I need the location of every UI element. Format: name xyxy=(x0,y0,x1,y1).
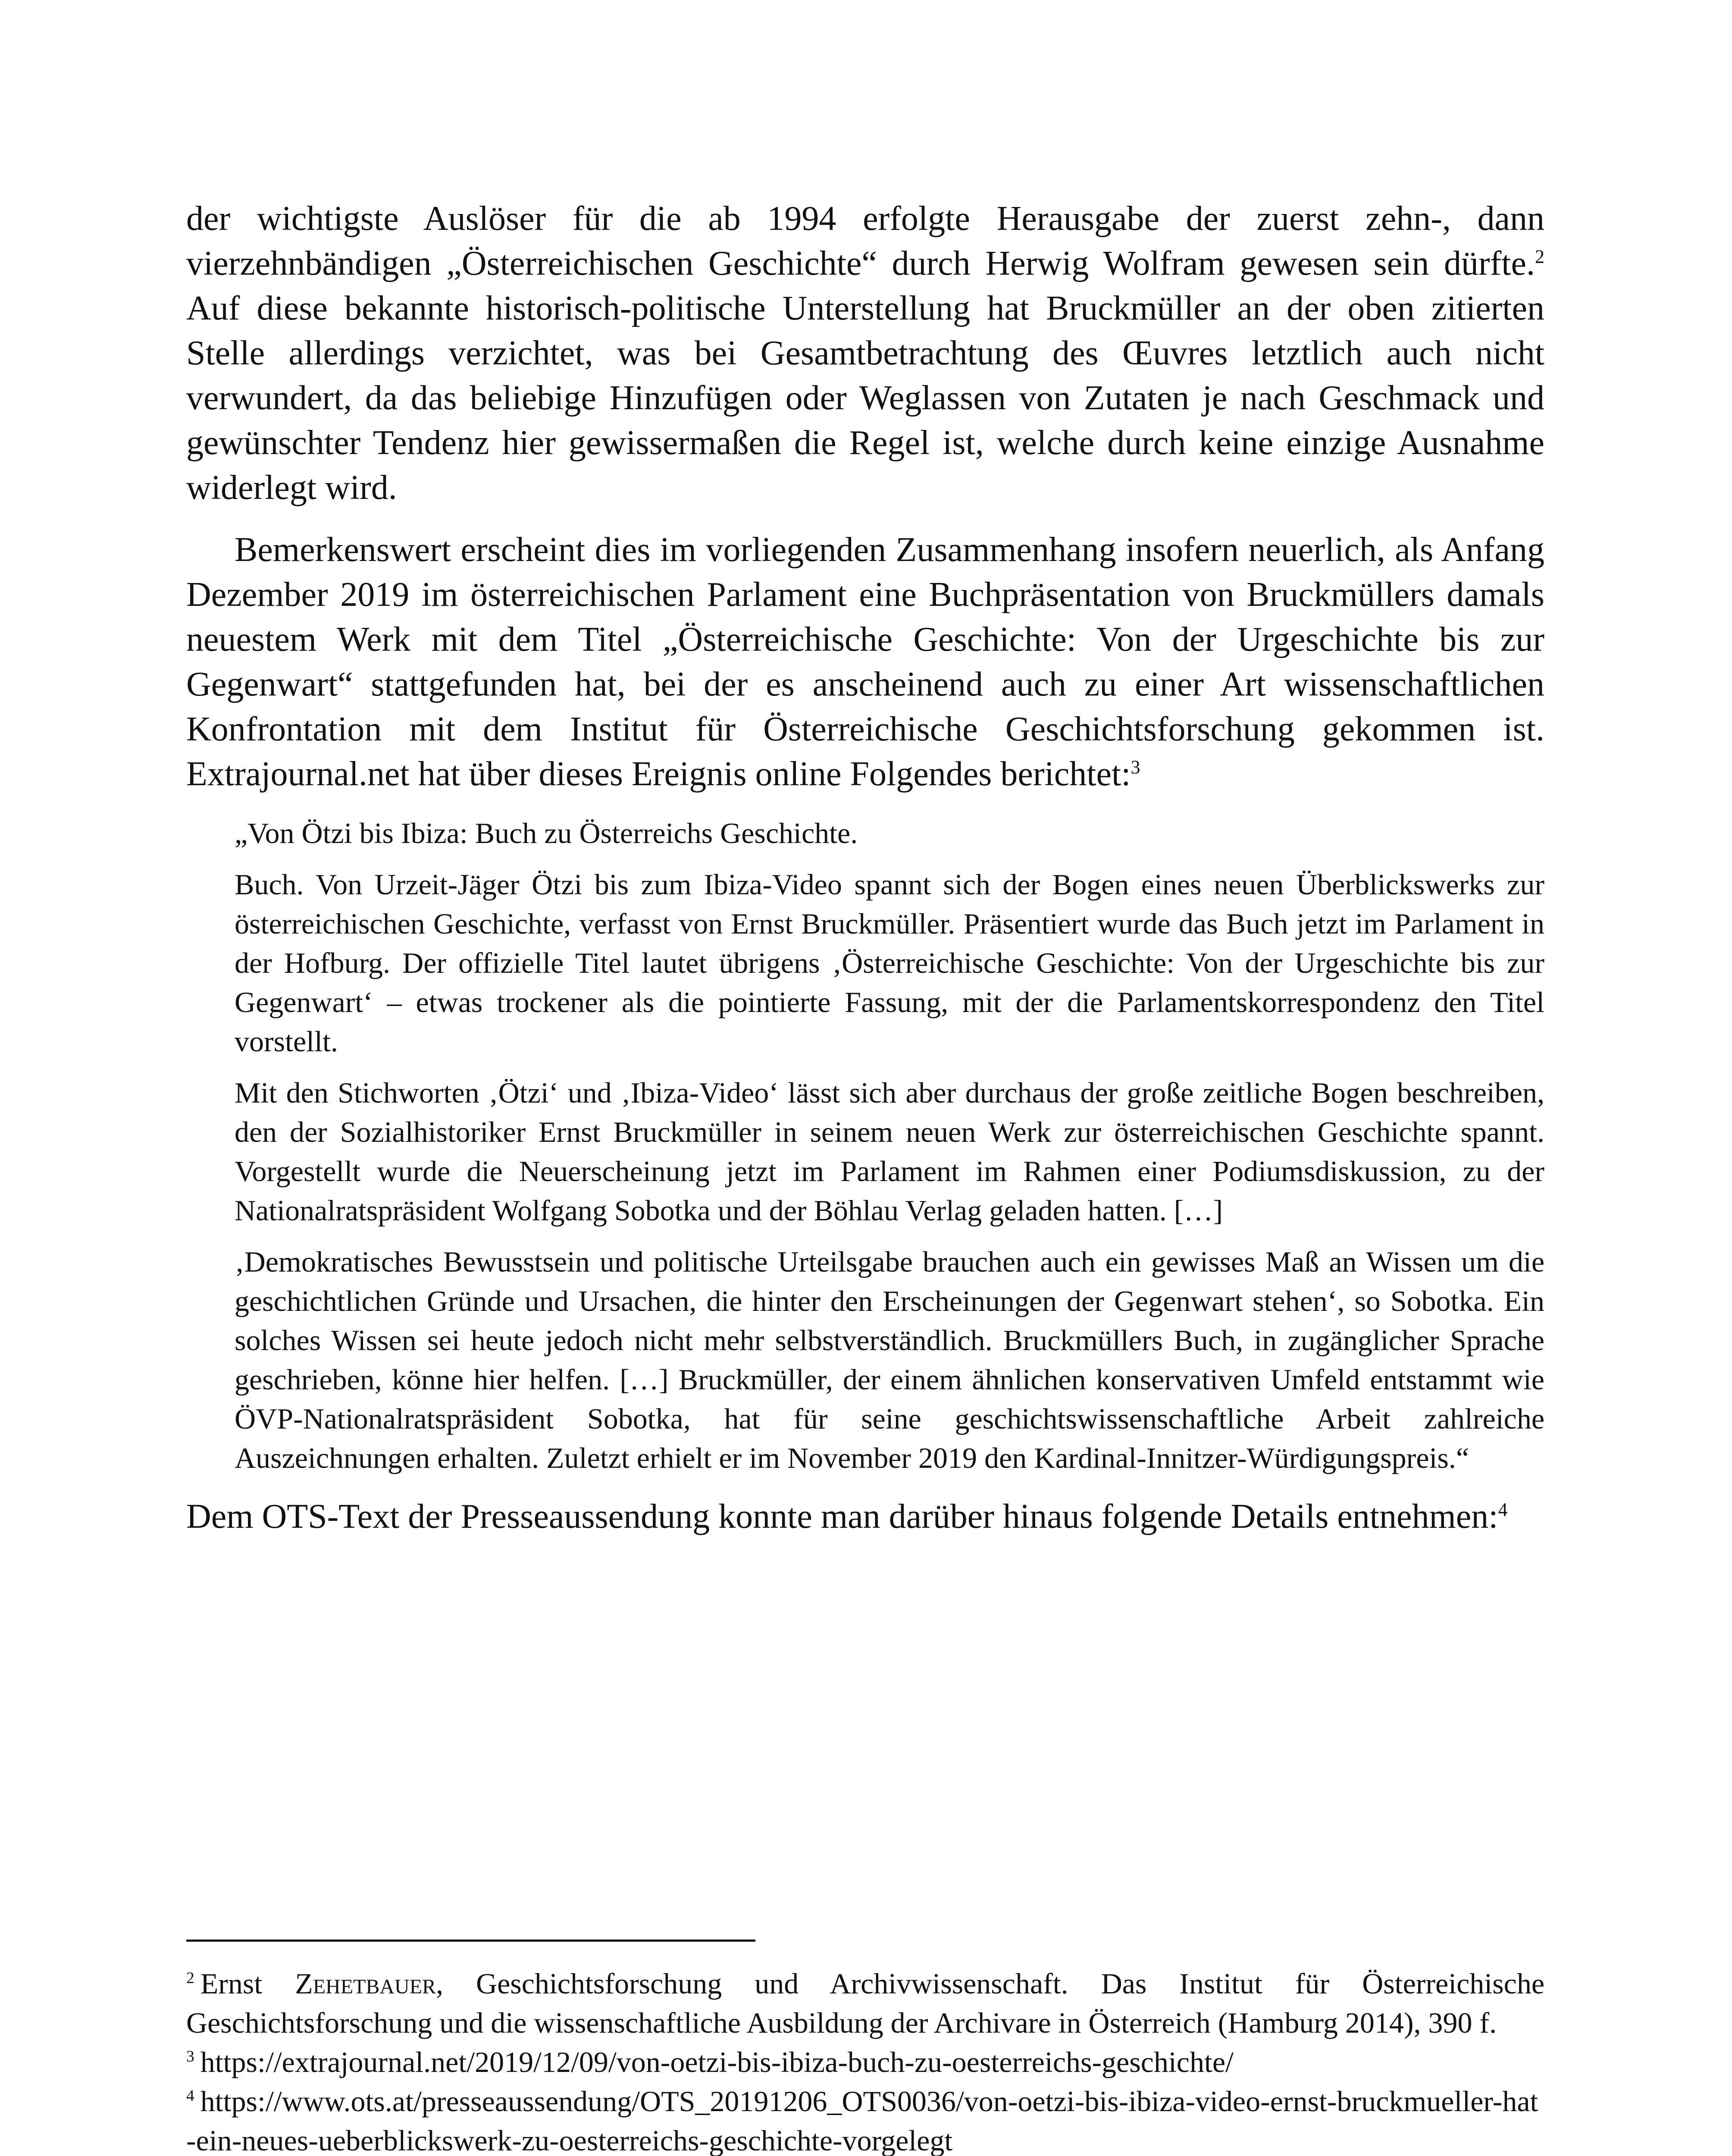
footnote-author-last: Zehetbauer xyxy=(295,1967,436,2000)
footnote-number: 4 xyxy=(186,2087,194,2105)
footnote-2 xyxy=(186,1964,1544,2043)
quote-paragraph: Mit den Stichworten ‚Ötzi‘ und ‚Ibiza-Video‘ lässt sich aber durchaus der große zeitliche Bogen beschreiben, den der Sozialhistoriker Ernst Bruckmüller in seinem neuen Werk zur österreichischen Geschichte spannt. Vorgestellt wurde die Neuerscheinung jetzt im Parlament im Rahmen einer Podiumsdiskussion, zu der Nationalratspräsident Wolfgang Sobotka und der Böhlau Verlag geladen hatten. […] xyxy=(235,1076,1544,1227)
footnote-reference[interactable]: 2 xyxy=(1535,246,1544,267)
block-quote xyxy=(235,814,1544,1478)
footnote-divider xyxy=(186,1940,755,1942)
paragraph-text: Dem OTS-Text der Presseaussendung konnte man darüber hinaus folgende Details entnehmen: xyxy=(186,1498,1498,1536)
footnote-link[interactable]: https://www.ots.at/presseaussendung/OTS_20191206_OTS0036/von-oetzi-bis-ibiza-video-ernst-bruckmueller-hat-ein-neues-ueberblickswerk-zu-oesterreichs-geschichte-vorgelegt xyxy=(186,2085,1538,2156)
footnote-reference[interactable]: 3 xyxy=(1131,756,1140,778)
quote-paragraph: ‚Demokratisches Bewusstsein und politische Urteilsgabe brauchen auch ein gewisses Maß an Wissen um die geschichtlichen Gründe und Ursachen, die hinter den Erscheinungen der Gegenwart stehen‘, so Sobotka. Ein solches Wissen sei heute jedoch nicht mehr selbstverständlich. Bruckmüllers Buch, in zugänglicher Sprache geschrieben, könne hier helfen. […] Bruckmüller, der einem ähnlichen konservativen Umfeld entstammt wie ÖVP-Nationalratspräsident Sobotka, hat für seine geschichtswissenschaftliche Arbeit zahlreiche Auszeichnungen erhalten. Zuletzt erhielt er im November 2019 den Kardinal-Innitzer-Würdigungspreis.“ xyxy=(235,1245,1544,1474)
quote-paragraph: Buch. Von Urzeit-Jäger Ötzi bis zum Ibiza-Video spannt sich der Bogen eines neuen Überblickswerks zur österreichischen Geschichte, verfasst von Ernst Bruckmüller. Präsentiert wurde das Buch jetzt im Parlament in der Hofburg. Der offizielle Titel lautet übrigens ‚Österreichische Geschichte: Von der Urgeschichte bis zur Gegenwart‘ – etwas trockener als die pointierte Fassung, mit der die Parlamentskorrespondenz den Titel vorstellt. xyxy=(235,868,1544,1058)
page-content xyxy=(186,196,1544,1539)
body-paragraph-2 xyxy=(186,527,1544,796)
footnote-author-first: Ernst xyxy=(200,1967,263,2000)
footnote-link[interactable]: https://extrajournal.net/2019/12/09/von-oetzi-bis-ibiza-buch-zu-oesterreichs-geschichte/ xyxy=(200,2046,1234,2078)
footnote-text: , Geschichtsforschung und Archivwissenschaft. Das Institut für Österreichische Geschichtsforschung und die wissenschaftliche Ausbildung der Archivare in Österreich (Hamburg 2014), 390 f. xyxy=(186,1967,1545,2039)
footnotes xyxy=(186,1964,1544,2156)
body-paragraph-1 xyxy=(186,196,1544,510)
footnote-number: 2 xyxy=(186,1969,194,1987)
footnote-reference[interactable]: 4 xyxy=(1498,1499,1508,1520)
paragraph-text: der wichtigste Auslöser für die ab 1994 erfolgte Herausgabe der zuerst zehn-, dann vierzehnbändigen „Österreichischen Geschichte“ durch Herwig Wolfram gewesen sein dürfte. xyxy=(186,200,1544,282)
body-paragraph-3 xyxy=(186,1494,1544,1539)
quote-headline: „Von Ötzi bis Ibiza: Buch zu Österreichs Geschichte. xyxy=(235,817,858,849)
paragraph-text: Bemerkenswert erscheint dies im vorliegenden Zusammenhang insofern neuerlich, als Anfang Dezember 2019 im österreichischen Parlament eine Buchpräsentation von Bruckmüllers damals neuestem Werk mit dem Titel „Österreichische Geschichte: Von der Urgeschichte bis zur Gegenwart“ stattgefunden hat, bei der es anscheinend auch zu einer Art wissenschaftlichen Konfrontation mit dem Institut für Österreichische Geschichtsforschung gekommen ist. Extrajournal.net hat über dieses Ereignis online Folgendes berichtet: xyxy=(186,531,1544,793)
paragraph-text: Auf diese bekannte historisch-politische Unterstellung hat Bruckmüller an der oben zitierten Stelle allerdings verzichtet, was bei Gesamtbetrachtung des Œuvres letztlich auch nicht verwundert, da das beliebige Hinzufügen oder Weglassen von Zutaten je nach Geschmack und gewünschter Tendenz hier gewissermaßen die Regel ist, welche durch keine einzige Ausnahme widerlegt wird. xyxy=(186,289,1544,507)
footnote-number: 3 xyxy=(186,2048,194,2066)
footnote-3 xyxy=(186,2043,1544,2082)
footnote-4 xyxy=(186,2082,1544,2156)
